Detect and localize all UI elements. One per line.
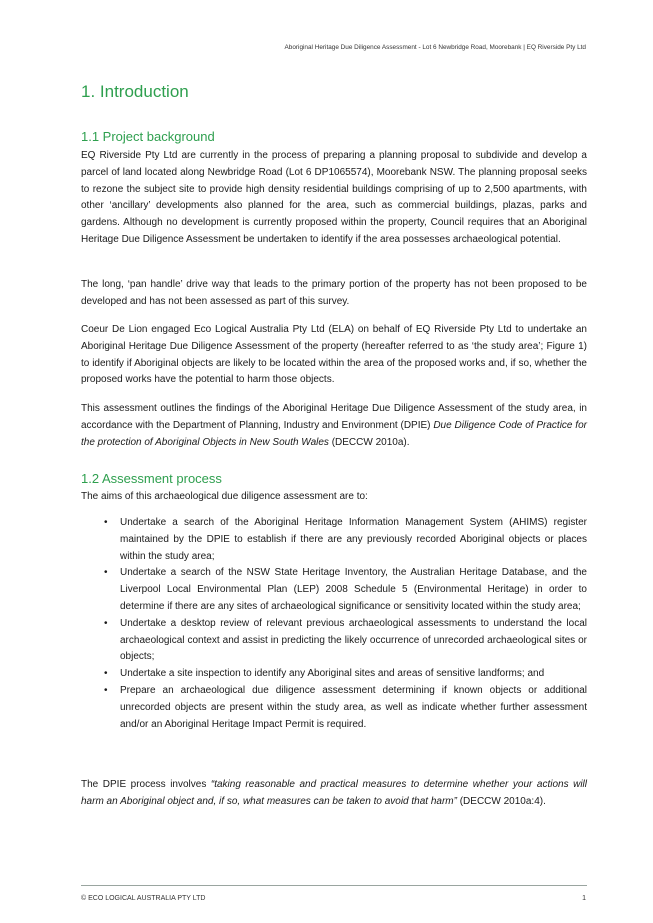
list-item — [81, 666, 587, 683]
background-paragraph-3: Coeur De Lion engaged Eco Logical Australia Pty Ltd (ELA) on behalf of EQ Riverside Pty Ltd to undertake an Aboriginal Heritage Due Diligence Assessment of the property (hereafter referred to as ‘the study area’; Figure 1) to identify if Aboriginal objects are likely to be located within the area of the proposed works and, if so, whether the proposed works have the potential to harm those objects. — [81, 324, 587, 386]
list-item-text: Undertake a site inspection to identify any Aboriginal sites and areas of sensitive landforms; and — [120, 668, 545, 680]
footer-divider — [81, 885, 587, 886]
background-paragraph-4 — [81, 401, 587, 451]
aims-list — [81, 515, 587, 733]
closing-quote: “taking reasonable and practical measures to determine whether your actions will harm an Aboriginal object and, if so, what measures can be taken to avoid that harm” — [81, 779, 588, 807]
footer-copyright: © ECO LOGICAL AUSTRALIA PTY LTD — [81, 895, 206, 902]
bullet-icon: • — [104, 668, 108, 680]
assessment-process-heading: 1.2 Assessment process — [81, 471, 222, 486]
background-paragraph-2: The long, ‘pan handle’ drive way that leads to the primary portion of the property has not been proposed to be developed and has not been assessed as part of this survey. — [81, 279, 587, 307]
page-number: 1 — [582, 895, 586, 902]
bullet-icon: • — [104, 517, 108, 528]
list-item-text: Undertake a search of the Aboriginal Heritage Information Management System (AHIMS) register maintained by the DPIE to establish if there are any previously recorded Aboriginal objects or places within the study area; — [120, 517, 587, 562]
paragraph-4-text: This assessment outlines the findings of the Aboriginal Heritage Due Diligence Assessment of the study area, in accordance with the Department of Planning, Industry and Environment (DPIE) — [81, 403, 587, 431]
bullet-icon: • — [104, 567, 108, 579]
closing-citation: (DECCW 2010a:4). — [456, 795, 546, 807]
aims-intro: The aims of this archaeological due diligence assessment are to: — [81, 491, 368, 502]
project-background-heading: 1.1 Project background — [81, 129, 215, 144]
closing-text: The DPIE process involves — [81, 779, 211, 790]
list-item-text: Undertake a desktop review of relevant previous archaeological assessments to understand the local archaeological context and assist in predicting the likely occurrence of unrecorded archaeological sites or objects; — [120, 617, 587, 663]
bullet-icon: • — [104, 617, 108, 629]
running-header: Aboriginal Heritage Due Diligence Assessment - Lot 6 Newbridge Road, Moorebank | EQ Riverside Pty Ltd — [284, 44, 586, 51]
list-item — [81, 515, 587, 565]
section-title: 1. Introduction — [81, 82, 189, 101]
process-closing-paragraph — [81, 777, 587, 811]
list-item — [81, 616, 587, 666]
list-item-text: Undertake a search of the NSW State Heritage Inventory, the Australian Heritage Database, and the Liverpool Local Environmental Plan (LEP) 2008 Schedule 5 (Environmental Heritage) in order to determine if there are any sites of archaeological significance or sensitivity located within the study area; — [120, 567, 587, 612]
bullet-icon: • — [104, 684, 108, 696]
code-of-practice-title: Due Diligence Code of Practice for the protection of Aboriginal Objects in New South Wales — [81, 419, 587, 448]
list-item-text: Prepare an archaeological due diligence assessment determining if known objects or additional unrecorded objects are present within the study area, as well as indicate whether further assessment and/or an Aboriginal Heritage Impact Permit is required. — [120, 684, 587, 730]
background-paragraph-1: EQ Riverside Pty Ltd are currently in the process of preparing a planning proposal to subdivide and develop a parcel of land located along Newbridge Road (Lot 6 DP1065574), Moorebank NSW. The planning proposal seeks to rezone the subject site to provide high density residential buildings comprising of up to 2,500 apartments, with other ‘ancillary’ developments also planned for the area, such as commercial buildings, plazas, parks and gardens. Although no development is currently proposed within the property, Council requires that an Aboriginal Heritage Due Diligence Assessment be undertaken to identify if the area possesses archaeological potential. — [81, 150, 587, 245]
list-item — [81, 565, 587, 615]
list-item — [81, 683, 587, 733]
paragraph-4-citation: (DECCW 2010a). — [328, 436, 410, 448]
